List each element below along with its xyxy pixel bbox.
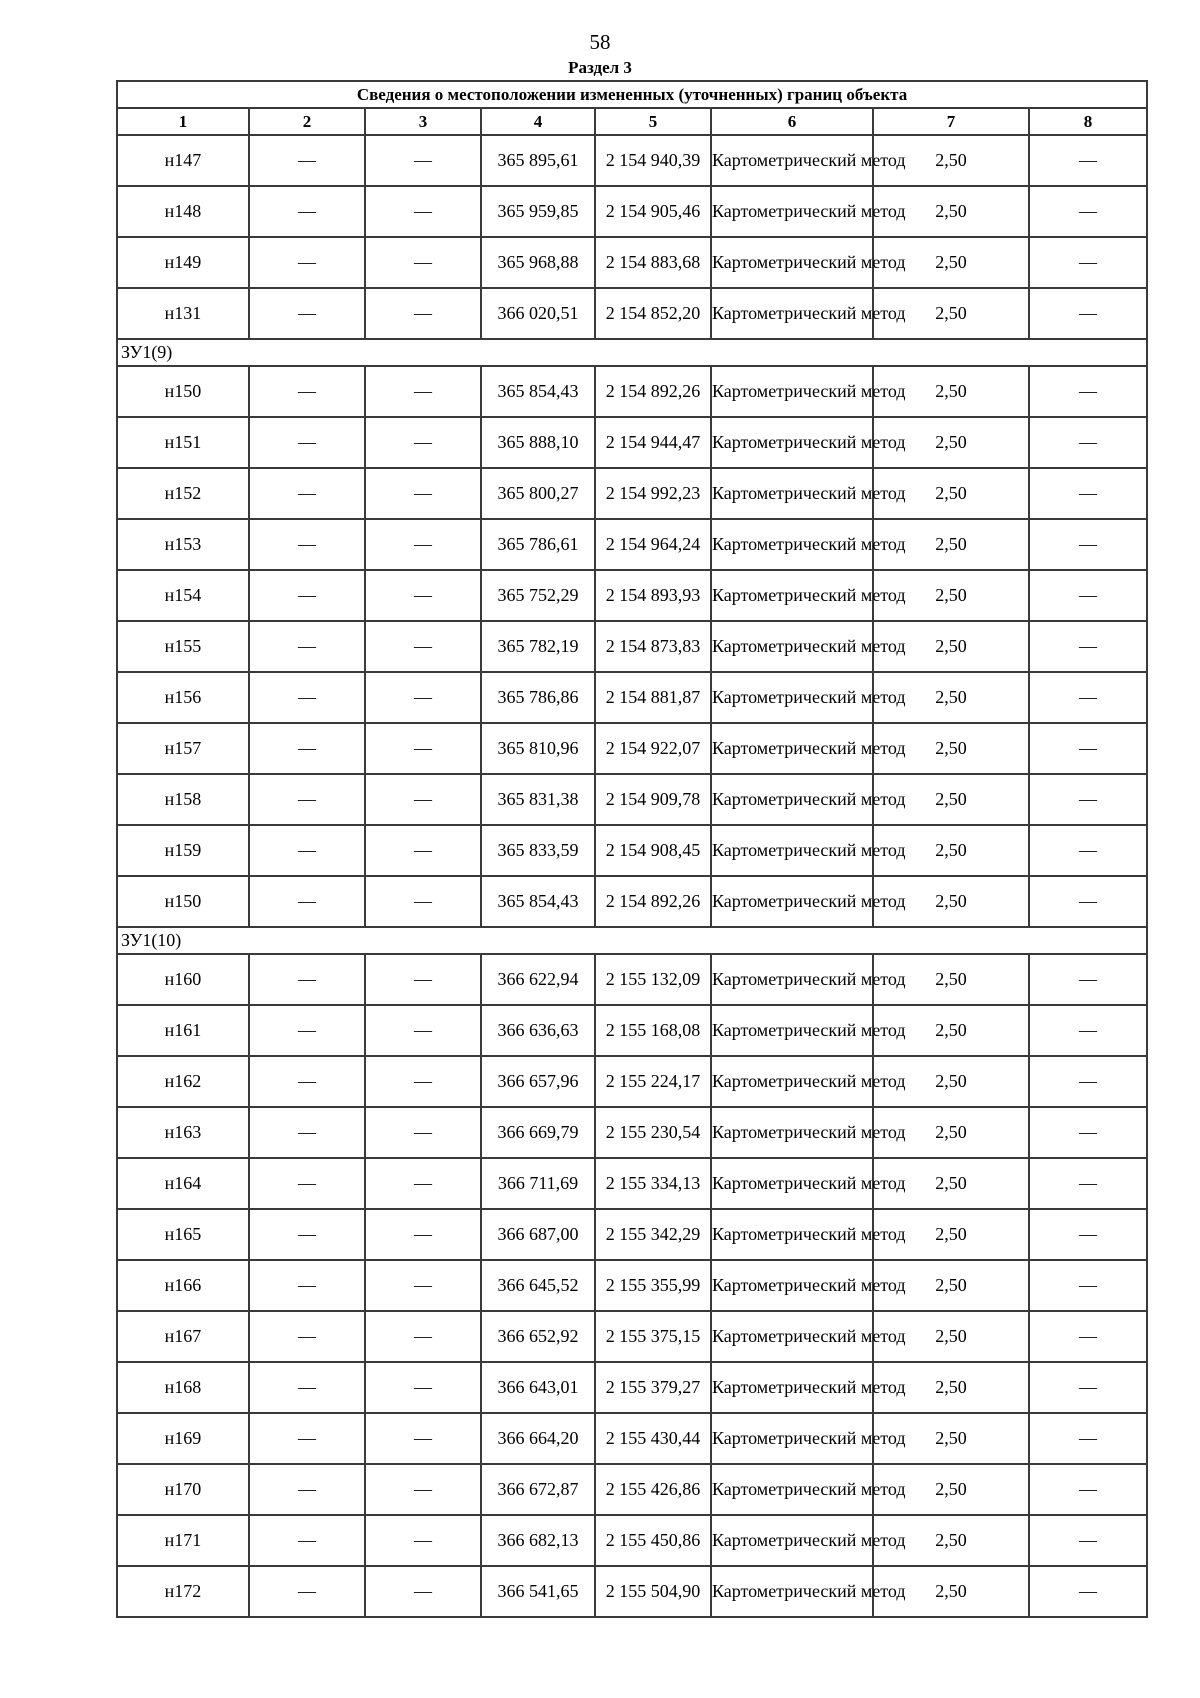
empty-dash-cell: — [249, 1158, 365, 1209]
method-cell: Картометрический метод [711, 417, 873, 468]
x-coordinate-cell: 365 782,19 [481, 621, 595, 672]
method-cell: Картометрический метод [711, 468, 873, 519]
empty-dash-cell: — [249, 774, 365, 825]
y-coordinate-cell: 2 154 909,78 [595, 774, 711, 825]
empty-dash-cell: — [249, 1413, 365, 1464]
table-row [117, 186, 1147, 237]
empty-dash-cell: — [249, 1464, 365, 1515]
x-coordinate-cell: 365 833,59 [481, 825, 595, 876]
empty-dash-cell: — [365, 468, 481, 519]
accuracy-cell: 2,50 [873, 825, 1029, 876]
table-row [117, 237, 1147, 288]
method-cell: Картометрический метод [711, 1311, 873, 1362]
table-row [117, 1005, 1147, 1056]
point-cell: н148 [117, 186, 249, 237]
x-coordinate-cell: 365 888,10 [481, 417, 595, 468]
empty-dash-cell: — [1029, 1005, 1147, 1056]
empty-dash-cell: — [249, 1362, 365, 1413]
y-coordinate-cell: 2 154 940,39 [595, 135, 711, 186]
empty-dash-cell: — [365, 672, 481, 723]
point-cell: н151 [117, 417, 249, 468]
method-cell: Картометрический метод [711, 954, 873, 1005]
y-coordinate-cell: 2 155 430,44 [595, 1413, 711, 1464]
empty-dash-cell: — [1029, 135, 1147, 186]
x-coordinate-cell: 365 959,85 [481, 186, 595, 237]
point-cell: н147 [117, 135, 249, 186]
method-cell: Картометрический метод [711, 621, 873, 672]
empty-dash-cell: — [365, 186, 481, 237]
accuracy-cell: 2,50 [873, 468, 1029, 519]
table-row [117, 1056, 1147, 1107]
x-coordinate-cell: 365 786,86 [481, 672, 595, 723]
method-cell: Картометрический метод [711, 1362, 873, 1413]
method-cell: Картометрический метод [711, 135, 873, 186]
accuracy-cell: 2,50 [873, 1209, 1029, 1260]
empty-dash-cell: — [365, 621, 481, 672]
accuracy-cell: 2,50 [873, 774, 1029, 825]
empty-dash-cell: — [365, 288, 481, 339]
point-cell: н170 [117, 1464, 249, 1515]
empty-dash-cell: — [1029, 1566, 1147, 1617]
y-coordinate-cell: 2 154 908,45 [595, 825, 711, 876]
empty-dash-cell: — [365, 1005, 481, 1056]
table-row [117, 1413, 1147, 1464]
table-row [117, 621, 1147, 672]
y-coordinate-cell: 2 155 334,13 [595, 1158, 711, 1209]
empty-dash-cell: — [249, 723, 365, 774]
empty-dash-cell: — [1029, 876, 1147, 927]
empty-dash-cell: — [249, 621, 365, 672]
accuracy-cell: 2,50 [873, 1362, 1029, 1413]
point-cell: н157 [117, 723, 249, 774]
table-row [117, 1566, 1147, 1617]
y-coordinate-cell: 2 155 355,99 [595, 1260, 711, 1311]
y-coordinate-cell: 2 154 881,87 [595, 672, 711, 723]
y-coordinate-cell: 2 154 992,23 [595, 468, 711, 519]
page-number: 58 [589, 30, 611, 54]
table-row [117, 288, 1147, 339]
empty-dash-cell: — [365, 1362, 481, 1413]
x-coordinate-cell: 366 622,94 [481, 954, 595, 1005]
accuracy-cell: 2,50 [873, 954, 1029, 1005]
point-cell: н160 [117, 954, 249, 1005]
empty-dash-cell: — [249, 1260, 365, 1311]
point-cell: н163 [117, 1107, 249, 1158]
table-row [117, 774, 1147, 825]
point-cell: н155 [117, 621, 249, 672]
column-number: 2 [249, 108, 365, 135]
empty-dash-cell: — [1029, 774, 1147, 825]
x-coordinate-cell: 365 854,43 [481, 876, 595, 927]
method-cell: Картометрический метод [711, 1566, 873, 1617]
method-cell: Картометрический метод [711, 288, 873, 339]
column-number: 8 [1029, 108, 1147, 135]
empty-dash-cell: — [1029, 1413, 1147, 1464]
y-coordinate-cell: 2 155 132,09 [595, 954, 711, 1005]
method-cell: Картометрический метод [711, 876, 873, 927]
point-cell: н171 [117, 1515, 249, 1566]
method-cell: Картометрический метод [711, 186, 873, 237]
empty-dash-cell: — [249, 366, 365, 417]
y-coordinate-cell: 2 154 964,24 [595, 519, 711, 570]
empty-dash-cell: — [249, 237, 365, 288]
table-row [117, 825, 1147, 876]
empty-dash-cell: — [249, 288, 365, 339]
coordinates-table [116, 80, 1148, 1618]
column-number: 6 [711, 108, 873, 135]
empty-dash-cell: — [365, 1311, 481, 1362]
accuracy-cell: 2,50 [873, 1005, 1029, 1056]
empty-dash-cell: — [1029, 672, 1147, 723]
empty-dash-cell: — [249, 1566, 365, 1617]
accuracy-cell: 2,50 [873, 876, 1029, 927]
x-coordinate-cell: 365 895,61 [481, 135, 595, 186]
empty-dash-cell: — [365, 1260, 481, 1311]
empty-dash-cell: — [1029, 1515, 1147, 1566]
empty-dash-cell: — [249, 570, 365, 621]
point-cell: н150 [117, 366, 249, 417]
empty-dash-cell: — [365, 519, 481, 570]
empty-dash-cell: — [1029, 1158, 1147, 1209]
accuracy-cell: 2,50 [873, 621, 1029, 672]
table-row [117, 519, 1147, 570]
x-coordinate-cell: 365 831,38 [481, 774, 595, 825]
x-coordinate-cell: 366 687,00 [481, 1209, 595, 1260]
table-row [117, 1158, 1147, 1209]
group-header-row [117, 339, 1147, 366]
point-cell: н131 [117, 288, 249, 339]
empty-dash-cell: — [1029, 1464, 1147, 1515]
empty-dash-cell: — [1029, 366, 1147, 417]
point-cell: н165 [117, 1209, 249, 1260]
empty-dash-cell: — [1029, 1362, 1147, 1413]
table-caption: Сведения о местоположении измененных (уточненных) границ объекта [117, 81, 1147, 108]
table-row [117, 1107, 1147, 1158]
column-number: 3 [365, 108, 481, 135]
empty-dash-cell: — [365, 417, 481, 468]
table-row [117, 1260, 1147, 1311]
empty-dash-cell: — [1029, 186, 1147, 237]
x-coordinate-cell: 366 672,87 [481, 1464, 595, 1515]
table-row [117, 135, 1147, 186]
column-number: 7 [873, 108, 1029, 135]
x-coordinate-cell: 365 800,27 [481, 468, 595, 519]
method-cell: Картометрический метод [711, 1209, 873, 1260]
table-row [117, 723, 1147, 774]
accuracy-cell: 2,50 [873, 288, 1029, 339]
accuracy-cell: 2,50 [873, 1056, 1029, 1107]
y-coordinate-cell: 2 155 379,27 [595, 1362, 711, 1413]
empty-dash-cell: — [1029, 954, 1147, 1005]
empty-dash-cell: — [249, 417, 365, 468]
method-cell: Картометрический метод [711, 237, 873, 288]
method-cell: Картометрический метод [711, 1260, 873, 1311]
empty-dash-cell: — [365, 1107, 481, 1158]
y-coordinate-cell: 2 154 905,46 [595, 186, 711, 237]
y-coordinate-cell: 2 154 883,68 [595, 237, 711, 288]
empty-dash-cell: — [1029, 1260, 1147, 1311]
y-coordinate-cell: 2 154 893,93 [595, 570, 711, 621]
empty-dash-cell: — [1029, 570, 1147, 621]
empty-dash-cell: — [365, 1413, 481, 1464]
empty-dash-cell: — [249, 135, 365, 186]
empty-dash-cell: — [365, 723, 481, 774]
x-coordinate-cell: 366 682,13 [481, 1515, 595, 1566]
empty-dash-cell: — [365, 1209, 481, 1260]
x-coordinate-cell: 365 786,61 [481, 519, 595, 570]
method-cell: Картометрический метод [711, 366, 873, 417]
table-row [117, 1362, 1147, 1413]
empty-dash-cell: — [365, 366, 481, 417]
x-coordinate-cell: 366 636,63 [481, 1005, 595, 1056]
point-cell: н152 [117, 468, 249, 519]
table-body [117, 81, 1147, 1617]
column-number: 4 [481, 108, 595, 135]
table-row [117, 1209, 1147, 1260]
point-cell: н153 [117, 519, 249, 570]
table-caption-row [117, 81, 1147, 108]
empty-dash-cell: — [365, 825, 481, 876]
empty-dash-cell: — [1029, 288, 1147, 339]
point-cell: н169 [117, 1413, 249, 1464]
x-coordinate-cell: 366 020,51 [481, 288, 595, 339]
x-coordinate-cell: 365 752,29 [481, 570, 595, 621]
method-cell: Картометрический метод [711, 825, 873, 876]
group-label: ЗУ1(9) [117, 339, 1147, 366]
x-coordinate-cell: 366 645,52 [481, 1260, 595, 1311]
empty-dash-cell: — [365, 1515, 481, 1566]
accuracy-cell: 2,50 [873, 237, 1029, 288]
y-coordinate-cell: 2 155 450,86 [595, 1515, 711, 1566]
point-cell: н159 [117, 825, 249, 876]
accuracy-cell: 2,50 [873, 672, 1029, 723]
y-coordinate-cell: 2 154 944,47 [595, 417, 711, 468]
y-coordinate-cell: 2 155 375,15 [595, 1311, 711, 1362]
accuracy-cell: 2,50 [873, 1107, 1029, 1158]
empty-dash-cell: — [1029, 1107, 1147, 1158]
y-coordinate-cell: 2 155 168,08 [595, 1005, 711, 1056]
accuracy-cell: 2,50 [873, 135, 1029, 186]
y-coordinate-cell: 2 155 426,86 [595, 1464, 711, 1515]
point-cell: н150 [117, 876, 249, 927]
x-coordinate-cell: 365 810,96 [481, 723, 595, 774]
x-coordinate-cell: 366 643,01 [481, 1362, 595, 1413]
table-row [117, 876, 1147, 927]
empty-dash-cell: — [249, 1515, 365, 1566]
accuracy-cell: 2,50 [873, 1311, 1029, 1362]
group-header-row [117, 927, 1147, 954]
empty-dash-cell: — [1029, 825, 1147, 876]
method-cell: Картометрический метод [711, 723, 873, 774]
accuracy-cell: 2,50 [873, 1260, 1029, 1311]
empty-dash-cell: — [365, 1566, 481, 1617]
empty-dash-cell: — [249, 1209, 365, 1260]
x-coordinate-cell: 366 664,20 [481, 1413, 595, 1464]
empty-dash-cell: — [365, 1464, 481, 1515]
empty-dash-cell: — [249, 468, 365, 519]
point-cell: н166 [117, 1260, 249, 1311]
group-label: ЗУ1(10) [117, 927, 1147, 954]
empty-dash-cell: — [249, 825, 365, 876]
column-number-row [117, 108, 1147, 135]
empty-dash-cell: — [249, 186, 365, 237]
empty-dash-cell: — [1029, 621, 1147, 672]
point-cell: н156 [117, 672, 249, 723]
method-cell: Картометрический метод [711, 774, 873, 825]
method-cell: Картометрический метод [711, 672, 873, 723]
accuracy-cell: 2,50 [873, 723, 1029, 774]
empty-dash-cell: — [249, 876, 365, 927]
section-title: Раздел 3 [568, 58, 632, 77]
accuracy-cell: 2,50 [873, 1464, 1029, 1515]
accuracy-cell: 2,50 [873, 1515, 1029, 1566]
point-cell: н162 [117, 1056, 249, 1107]
table-row [117, 570, 1147, 621]
empty-dash-cell: — [365, 570, 481, 621]
point-cell: н167 [117, 1311, 249, 1362]
table-row [117, 1311, 1147, 1362]
point-cell: н164 [117, 1158, 249, 1209]
y-coordinate-cell: 2 154 892,26 [595, 366, 711, 417]
table-row [117, 672, 1147, 723]
point-cell: н154 [117, 570, 249, 621]
table-row [117, 954, 1147, 1005]
y-coordinate-cell: 2 155 224,17 [595, 1056, 711, 1107]
method-cell: Картометрический метод [711, 1005, 873, 1056]
accuracy-cell: 2,50 [873, 519, 1029, 570]
table-row [117, 366, 1147, 417]
accuracy-cell: 2,50 [873, 1413, 1029, 1464]
empty-dash-cell: — [365, 1158, 481, 1209]
empty-dash-cell: — [1029, 237, 1147, 288]
accuracy-cell: 2,50 [873, 417, 1029, 468]
method-cell: Картометрический метод [711, 1158, 873, 1209]
y-coordinate-cell: 2 154 852,20 [595, 288, 711, 339]
empty-dash-cell: — [1029, 723, 1147, 774]
accuracy-cell: 2,50 [873, 186, 1029, 237]
y-coordinate-cell: 2 155 342,29 [595, 1209, 711, 1260]
method-cell: Картометрический метод [711, 1464, 873, 1515]
empty-dash-cell: — [365, 135, 481, 186]
empty-dash-cell: — [249, 954, 365, 1005]
method-cell: Картометрический метод [711, 1413, 873, 1464]
empty-dash-cell: — [1029, 519, 1147, 570]
method-cell: Картометрический метод [711, 1056, 873, 1107]
empty-dash-cell: — [1029, 1209, 1147, 1260]
column-number: 1 [117, 108, 249, 135]
empty-dash-cell: — [249, 1056, 365, 1107]
x-coordinate-cell: 366 541,65 [481, 1566, 595, 1617]
x-coordinate-cell: 366 711,69 [481, 1158, 595, 1209]
y-coordinate-cell: 2 155 230,54 [595, 1107, 711, 1158]
empty-dash-cell: — [365, 774, 481, 825]
empty-dash-cell: — [365, 954, 481, 1005]
empty-dash-cell: — [365, 876, 481, 927]
empty-dash-cell: — [249, 672, 365, 723]
method-cell: Картометрический метод [711, 570, 873, 621]
x-coordinate-cell: 366 657,96 [481, 1056, 595, 1107]
x-coordinate-cell: 365 854,43 [481, 366, 595, 417]
method-cell: Картометрический метод [711, 1107, 873, 1158]
point-cell: н149 [117, 237, 249, 288]
table-row [117, 417, 1147, 468]
table-row [117, 468, 1147, 519]
table-row [117, 1464, 1147, 1515]
y-coordinate-cell: 2 154 873,83 [595, 621, 711, 672]
accuracy-cell: 2,50 [873, 570, 1029, 621]
point-cell: н161 [117, 1005, 249, 1056]
empty-dash-cell: — [249, 1107, 365, 1158]
y-coordinate-cell: 2 155 504,90 [595, 1566, 711, 1617]
empty-dash-cell: — [249, 1005, 365, 1056]
empty-dash-cell: — [1029, 417, 1147, 468]
x-coordinate-cell: 366 669,79 [481, 1107, 595, 1158]
point-cell: н172 [117, 1566, 249, 1617]
empty-dash-cell: — [1029, 468, 1147, 519]
point-cell: н168 [117, 1362, 249, 1413]
x-coordinate-cell: 366 652,92 [481, 1311, 595, 1362]
column-number: 5 [595, 108, 711, 135]
accuracy-cell: 2,50 [873, 366, 1029, 417]
point-cell: н158 [117, 774, 249, 825]
empty-dash-cell: — [1029, 1056, 1147, 1107]
empty-dash-cell: — [1029, 1311, 1147, 1362]
empty-dash-cell: — [365, 237, 481, 288]
empty-dash-cell: — [249, 1311, 365, 1362]
x-coordinate-cell: 365 968,88 [481, 237, 595, 288]
method-cell: Картометрический метод [711, 1515, 873, 1566]
empty-dash-cell: — [249, 519, 365, 570]
table-row [117, 1515, 1147, 1566]
y-coordinate-cell: 2 154 892,26 [595, 876, 711, 927]
empty-dash-cell: — [365, 1056, 481, 1107]
y-coordinate-cell: 2 154 922,07 [595, 723, 711, 774]
accuracy-cell: 2,50 [873, 1566, 1029, 1617]
method-cell: Картометрический метод [711, 519, 873, 570]
accuracy-cell: 2,50 [873, 1158, 1029, 1209]
